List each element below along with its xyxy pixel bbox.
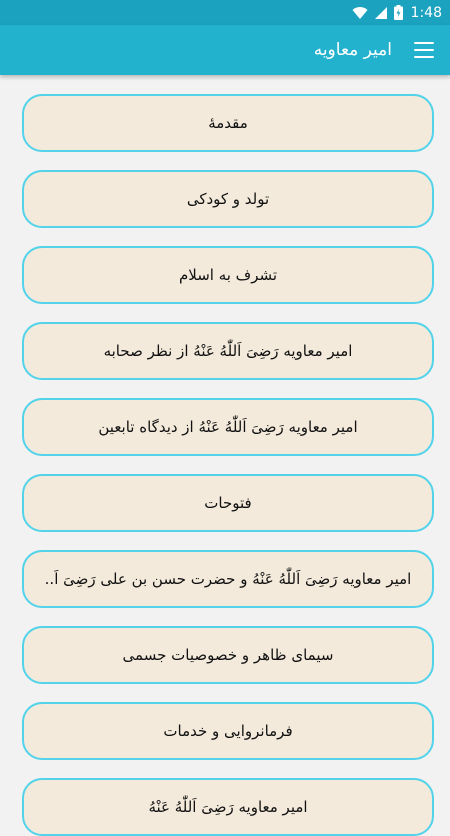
status-bar	[0, 0, 450, 25]
list-item-appearance[interactable]: سیمای ظاهر و خصوصیات جسمی	[22, 626, 434, 684]
battery-icon	[394, 5, 403, 20]
list-item-tabieen-view[interactable]: امیر معاویه رَضِیَ اَللّٰهُ عَنْهُ از دیدگاه تابعین	[22, 398, 434, 456]
chapter-list	[0, 75, 450, 816]
app-title: امیر معاویه	[313, 40, 392, 60]
list-item-hasan-ibn-ali[interactable]: امیر معاویه رَضِیَ اَللّٰهُ عَنْهُ و حضرت حسن بن علی رَضِیَ اَ..	[22, 550, 434, 608]
list-item-rule-services[interactable]: فرمانروایی و خدمات	[22, 702, 434, 760]
menu-icon[interactable]	[414, 42, 434, 58]
app-bar	[0, 25, 450, 75]
status-time: 1:48	[410, 4, 442, 21]
cell-signal-icon	[374, 6, 388, 20]
list-item-companions-view[interactable]: امیر معاویه رَضِیَ اَللّٰهُ عَنْهُ از نظر صحابه	[22, 322, 434, 380]
wifi-icon	[352, 6, 368, 20]
list-item-partial[interactable]: امیر معاویه رَضِیَ اَللّٰهُ عَنْهُ	[22, 778, 434, 836]
list-item-introduction[interactable]: مقدمۀ	[22, 94, 434, 152]
list-item-conquests[interactable]: فتوحات	[22, 474, 434, 532]
list-item-conversion[interactable]: تشرف به اسلام	[22, 246, 434, 304]
list-item-birth-childhood[interactable]: تولد و کودکی	[22, 170, 434, 228]
